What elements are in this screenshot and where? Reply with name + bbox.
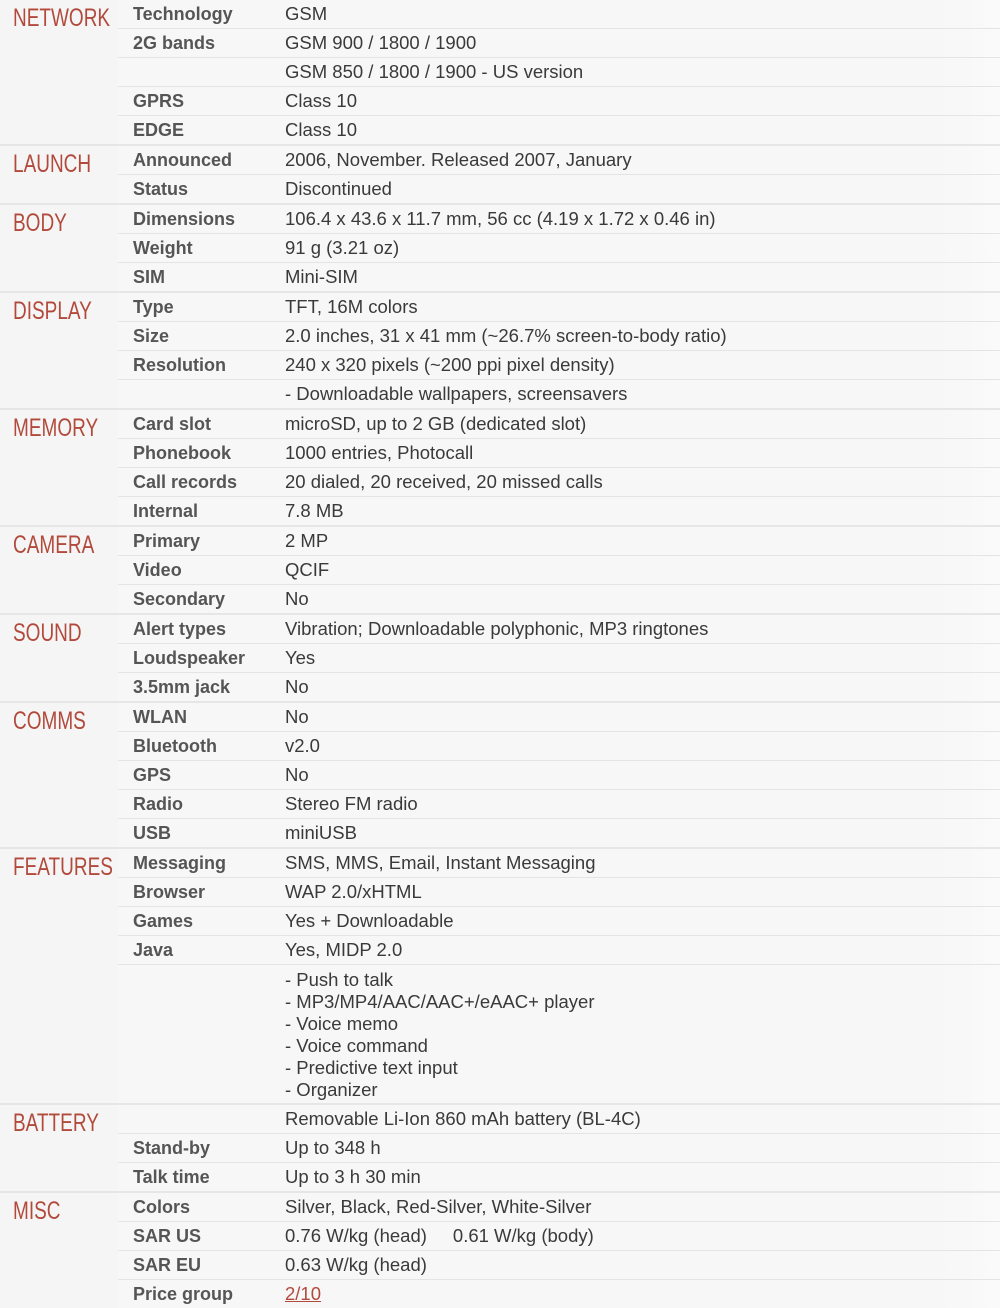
spec-value-text: 1000 entries, Photocall — [285, 442, 474, 463]
spec-label: SIM — [133, 267, 166, 287]
spec-label — [118, 58, 285, 86]
spec-value — [285, 205, 1000, 233]
spec-label: Type — [133, 297, 174, 317]
spec-value — [285, 1193, 1000, 1221]
spec-label: Internal — [133, 501, 199, 521]
category-heading: BATTERY — [13, 1109, 99, 1137]
spec-value-text: No — [285, 676, 309, 697]
spec-row — [118, 789, 1000, 818]
spec-row — [118, 849, 1000, 877]
spec-value-text: 0.76 W/kg (head) — [285, 1225, 427, 1246]
spec-value — [285, 29, 1000, 57]
category-column — [0, 146, 118, 203]
spec-value — [285, 1222, 1000, 1250]
spec-value-text: GSM 850 / 1800 / 1900 - US version — [285, 61, 584, 82]
spec-label: Loudspeaker — [133, 648, 246, 668]
spec-row — [118, 703, 1000, 731]
spec-rows — [118, 527, 1000, 613]
spec-value — [285, 556, 1000, 584]
spec-value-text: TFT, 16M colors — [285, 296, 418, 317]
spec-value — [285, 936, 1000, 964]
spec-row — [118, 906, 1000, 935]
spec-value-text: GSM — [285, 3, 328, 24]
spec-value-line: - MP3/MP4/AAC/AAC+/eAAC+ player — [285, 991, 595, 1012]
spec-label: USB — [133, 823, 172, 843]
spec-value — [285, 673, 1000, 701]
spec-rows — [118, 293, 1000, 408]
spec-section-network — [0, 0, 1000, 144]
category-column — [0, 1193, 118, 1308]
spec-value — [285, 644, 1000, 672]
spec-value-text: Mini-SIM — [285, 266, 358, 287]
spec-section-camera — [0, 525, 1000, 613]
spec-value-line: - Predictive text input — [285, 1057, 458, 1078]
spec-value-text: Up to 348 h — [285, 1137, 381, 1158]
spec-row — [118, 438, 1000, 467]
spec-label: Messaging — [133, 853, 227, 873]
spec-rows — [118, 0, 1000, 144]
spec-rows — [118, 703, 1000, 847]
spec-value-text: Stereo FM radio — [285, 793, 418, 814]
spec-value-text: 2006, November. Released 2007, January — [285, 149, 632, 170]
spec-value — [285, 1105, 1000, 1133]
spec-label: Status — [133, 179, 189, 199]
spec-value-line: - Voice command — [285, 1035, 428, 1056]
category-heading: LAUNCH — [13, 150, 92, 178]
category-heading: FEATURES — [13, 853, 113, 881]
spec-value — [285, 965, 1000, 1103]
spec-value-text: v2.0 — [285, 735, 320, 756]
spec-rows — [118, 146, 1000, 203]
spec-value-text: Removable Li-Ion 860 mAh battery (BL-4C) — [285, 1108, 641, 1129]
spec-value — [285, 263, 1000, 291]
spec-value — [285, 703, 1000, 731]
spec-value-text: microSD, up to 2 GB (dedicated slot) — [285, 413, 587, 434]
spec-value-text: miniUSB — [285, 822, 357, 843]
spec-section-body — [0, 203, 1000, 291]
spec-value-text: 0.63 W/kg (head) — [285, 1254, 427, 1275]
spec-row — [118, 877, 1000, 906]
spec-label — [118, 965, 285, 1103]
spec-row — [118, 1250, 1000, 1279]
spec-value — [285, 1280, 1000, 1308]
spec-section-sound — [0, 613, 1000, 701]
spec-value-text: Yes, MIDP 2.0 — [285, 939, 403, 960]
spec-value-line: - Voice memo — [285, 1013, 399, 1034]
spec-row — [118, 205, 1000, 233]
spec-value — [285, 146, 1000, 174]
spec-section-memory — [0, 408, 1000, 525]
category-heading: MISC — [13, 1197, 61, 1225]
spec-value-text: 20 dialed, 20 received, 20 missed calls — [285, 471, 603, 492]
spec-rows — [118, 205, 1000, 291]
spec-value — [285, 849, 1000, 877]
spec-row — [118, 293, 1000, 321]
spec-value-line: - Push to talk — [285, 969, 393, 990]
spec-row — [118, 1105, 1000, 1133]
spec-value — [285, 293, 1000, 321]
spec-value-text: No — [285, 764, 309, 785]
spec-value — [285, 87, 1000, 115]
spec-value-text: Class 10 — [285, 119, 357, 140]
spec-label: Price group — [133, 1284, 234, 1304]
category-heading: MEMORY — [13, 414, 99, 442]
spec-value-text: No — [285, 588, 309, 609]
price-group-link[interactable]: 2/10 — [285, 1283, 322, 1304]
spec-row — [118, 410, 1000, 438]
spec-label: GPRS — [133, 91, 185, 111]
spec-value-text: Yes — [285, 647, 316, 668]
spec-label: WLAN — [133, 707, 187, 727]
spec-row — [118, 527, 1000, 555]
spec-value-text: Discontinued — [285, 178, 392, 199]
spec-label: Weight — [133, 238, 193, 258]
spec-row — [118, 818, 1000, 847]
spec-row — [118, 496, 1000, 525]
spec-rows — [118, 1193, 1000, 1308]
spec-row — [118, 146, 1000, 174]
spec-row — [118, 672, 1000, 701]
spec-value — [285, 410, 1000, 438]
spec-section-battery — [0, 1103, 1000, 1191]
spec-value-text: Silver, Black, Red-Silver, White-Silver — [285, 1196, 592, 1217]
category-column — [0, 293, 118, 408]
category-heading: CAMERA — [13, 531, 95, 559]
category-heading: DISPLAY — [13, 297, 92, 325]
spec-row — [118, 615, 1000, 643]
spec-value — [285, 761, 1000, 789]
spec-label: Dimensions — [133, 209, 236, 229]
spec-label: SAR EU — [133, 1255, 202, 1275]
spec-row — [118, 28, 1000, 57]
spec-label: Bluetooth — [133, 736, 217, 756]
spec-rows — [118, 849, 1000, 1103]
spec-row — [118, 467, 1000, 496]
spec-value-text: - Downloadable wallpapers, screensavers — [285, 383, 628, 404]
spec-label: Radio — [133, 794, 184, 814]
category-column — [0, 0, 118, 144]
spec-value-text: 2.0 inches, 31 x 41 mm (~26.7% screen-to-body ratio) — [285, 325, 727, 346]
spec-value — [285, 907, 1000, 935]
spec-value — [285, 351, 1000, 379]
spec-row — [118, 57, 1000, 86]
spec-row — [118, 1193, 1000, 1221]
category-column — [0, 410, 118, 525]
spec-label: EDGE — [133, 120, 185, 140]
spec-value — [285, 732, 1000, 760]
spec-row — [118, 935, 1000, 964]
category-column — [0, 527, 118, 613]
spec-row — [118, 1279, 1000, 1308]
spec-row — [118, 262, 1000, 291]
spec-value — [285, 234, 1000, 262]
spec-value-text: No — [285, 706, 309, 727]
spec-value — [285, 439, 1000, 467]
spec-label: Announced — [133, 150, 232, 170]
spec-label: 2G bands — [133, 33, 216, 53]
spec-value-text: 7.8 MB — [285, 500, 344, 521]
spec-value-text: 240 x 320 pixels (~200 ppi pixel density) — [285, 354, 615, 375]
spec-section-misc — [0, 1191, 1000, 1308]
spec-row — [118, 555, 1000, 584]
spec-value — [285, 58, 1000, 86]
spec-value-text: Yes + Downloadable — [285, 910, 454, 931]
spec-value — [285, 527, 1000, 555]
category-heading: BODY — [13, 209, 67, 237]
category-column — [0, 1105, 118, 1191]
spec-value — [285, 585, 1000, 613]
spec-value — [285, 615, 1000, 643]
spec-label: Phonebook — [133, 443, 231, 463]
spec-label: Secondary — [133, 589, 226, 609]
spec-label: Browser — [133, 882, 206, 902]
spec-value-text: SMS, MMS, Email, Instant Messaging — [285, 852, 596, 873]
spec-label — [118, 380, 285, 408]
spec-value-text: WAP 2.0/xHTML — [285, 881, 422, 902]
spec-label: Primary — [133, 531, 201, 551]
spec-label: Talk time — [133, 1167, 210, 1187]
spec-section-comms — [0, 701, 1000, 847]
spec-value-text: Vibration; Downloadable polyphonic, MP3 ringtones — [285, 618, 709, 639]
category-column — [0, 703, 118, 847]
spec-label: Stand-by — [133, 1138, 211, 1158]
spec-row — [118, 1221, 1000, 1250]
spec-value-text: 106.4 x 43.6 x 11.7 mm, 56 cc (4.19 x 1.72 x 0.46 in) — [285, 208, 716, 229]
spec-label: Size — [133, 326, 170, 346]
spec-value-text: 91 g (3.21 oz) — [285, 237, 400, 258]
spec-label: Java — [133, 940, 174, 960]
spec-value-text: 2 MP — [285, 530, 329, 551]
spec-label: Technology — [133, 4, 233, 24]
spec-value — [285, 322, 1000, 350]
spec-label: Video — [133, 560, 182, 580]
spec-value-line: - Organizer — [285, 1079, 378, 1100]
spec-label: Games — [133, 911, 194, 931]
spec-value — [285, 380, 1000, 408]
spec-label: 3.5mm jack — [133, 677, 231, 697]
spec-value-text: QCIF — [285, 559, 330, 580]
category-heading: COMMS — [13, 707, 86, 735]
spec-row — [118, 174, 1000, 203]
spec-section-launch — [0, 144, 1000, 203]
spec-row — [118, 86, 1000, 115]
spec-label: Card slot — [133, 414, 212, 434]
spec-row — [118, 643, 1000, 672]
spec-row — [118, 233, 1000, 262]
spec-row — [118, 1133, 1000, 1162]
category-column — [0, 615, 118, 701]
spec-section-display — [0, 291, 1000, 408]
spec-value — [285, 790, 1000, 818]
spec-row — [118, 379, 1000, 408]
spec-value — [285, 1251, 1000, 1279]
spec-label: Alert types — [133, 619, 227, 639]
spec-label — [118, 1105, 285, 1133]
spec-row — [118, 1162, 1000, 1191]
spec-label: Resolution — [133, 355, 226, 375]
spec-value-text: GSM 900 / 1800 / 1900 — [285, 32, 477, 53]
category-heading: NETWORK — [13, 4, 111, 32]
spec-row — [118, 321, 1000, 350]
spec-label: Call records — [133, 472, 238, 492]
spec-section-features — [0, 847, 1000, 1103]
category-heading: SOUND — [13, 619, 82, 647]
spec-row — [118, 115, 1000, 144]
spec-label: GPS — [133, 765, 172, 785]
spec-row — [118, 0, 1000, 28]
spec-row — [118, 731, 1000, 760]
spec-value — [285, 819, 1000, 847]
spec-value — [285, 1134, 1000, 1162]
spec-value-text-secondary: 0.61 W/kg (body) — [452, 1225, 594, 1246]
spec-value — [285, 0, 1000, 28]
spec-row — [118, 584, 1000, 613]
spec-value — [285, 878, 1000, 906]
category-column — [0, 205, 118, 291]
spec-value — [285, 468, 1000, 496]
spec-row — [118, 964, 1000, 1103]
spec-value — [285, 1163, 1000, 1191]
spec-row — [118, 760, 1000, 789]
spec-rows — [118, 615, 1000, 701]
spec-rows — [118, 410, 1000, 525]
spec-value-text: Class 10 — [285, 90, 357, 111]
spec-label: Colors — [133, 1197, 191, 1217]
spec-value — [285, 175, 1000, 203]
spec-label: SAR US — [133, 1226, 202, 1246]
category-column — [0, 849, 118, 1103]
spec-value — [285, 497, 1000, 525]
spec-rows — [118, 1105, 1000, 1191]
spec-value — [285, 116, 1000, 144]
spec-row — [118, 350, 1000, 379]
spec-value-text: Up to 3 h 30 min — [285, 1166, 421, 1187]
